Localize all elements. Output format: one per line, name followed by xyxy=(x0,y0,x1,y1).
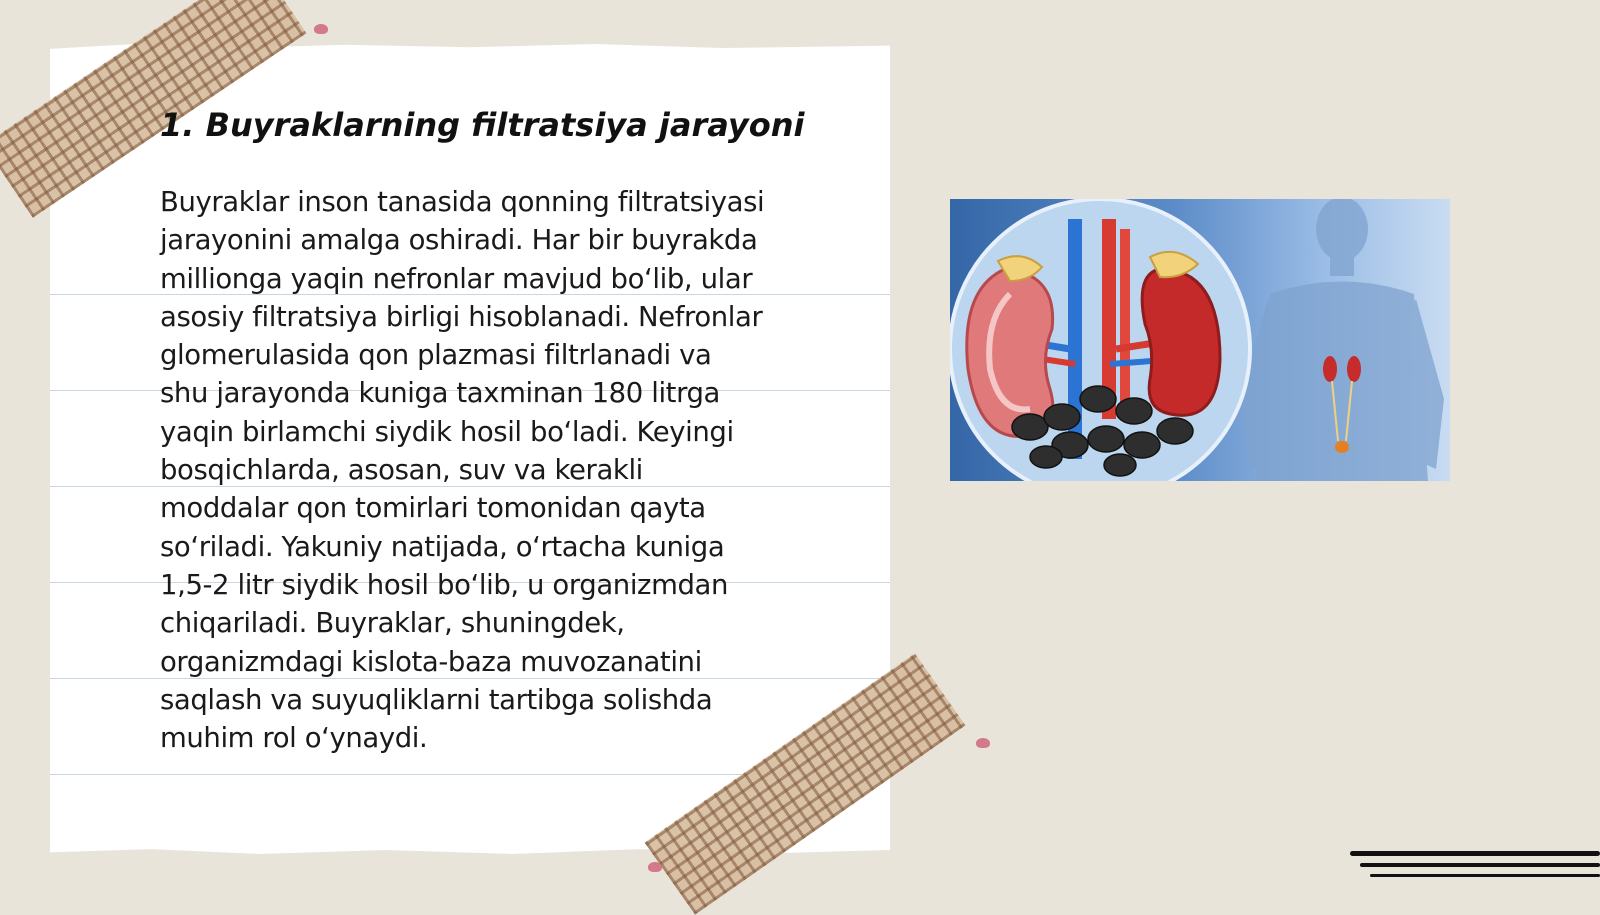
body-line: millionga yaqin nefronlar mavjud bo‘lib, ular xyxy=(160,262,753,295)
body-line: jarayonini amalga oshiradi. Har bir buyrakda xyxy=(160,224,758,257)
decorative-scribble-line xyxy=(1350,851,1600,856)
kidney-anatomy-illustration xyxy=(950,199,1450,481)
body-line: saqlash va suyuqliklarni tartibga solishda xyxy=(160,683,713,716)
body-line: 1,5-2 litr siydik hosil bo‘lib, u organizmdan xyxy=(160,568,729,601)
body-line: asosiy filtratsiya birligi hisoblanadi. Nefronlar xyxy=(160,300,763,333)
body-line: shu jarayonda kuniga taxminan 180 litrga xyxy=(160,377,720,410)
slide-title: 1. Buyraklarning filtratsiya jarayoni xyxy=(160,106,805,144)
body-line: yaqin birlamchi siydik hosil bo‘ladi. Keyingi xyxy=(160,415,734,448)
body-line: so‘riladi. Yakuniy natijada, o‘rtacha kuniga xyxy=(160,530,725,563)
body-line: Buyraklar inson tanasida qonning filtratsiyasi xyxy=(160,186,765,218)
body-line: moddalar qon tomirlari tomonidan qayta xyxy=(160,492,706,525)
body-line: muhim rol o‘ynaydi. xyxy=(160,722,428,755)
body-line: organizmdagi kislota-baza muvozanatini xyxy=(160,645,702,678)
body-line: bosqichlarda, asosan, suv va kerakli xyxy=(160,454,643,487)
decorative-scribble-line xyxy=(1370,874,1600,877)
tape-tip-bottom-right xyxy=(976,738,990,748)
kidney-anatomy-icon xyxy=(950,199,1450,481)
human-silhouette xyxy=(1240,199,1444,481)
tape-tip-bottom-left xyxy=(648,862,662,872)
decorative-scribble-line xyxy=(1360,863,1600,867)
body-line: chiqariladi. Buyraklar, shuningdek, xyxy=(160,607,625,640)
slide-body-text xyxy=(160,183,860,757)
tape-tip-top xyxy=(314,24,328,34)
body-line: glomerulasida qon plazmasi filtrlanadi va xyxy=(160,339,712,372)
